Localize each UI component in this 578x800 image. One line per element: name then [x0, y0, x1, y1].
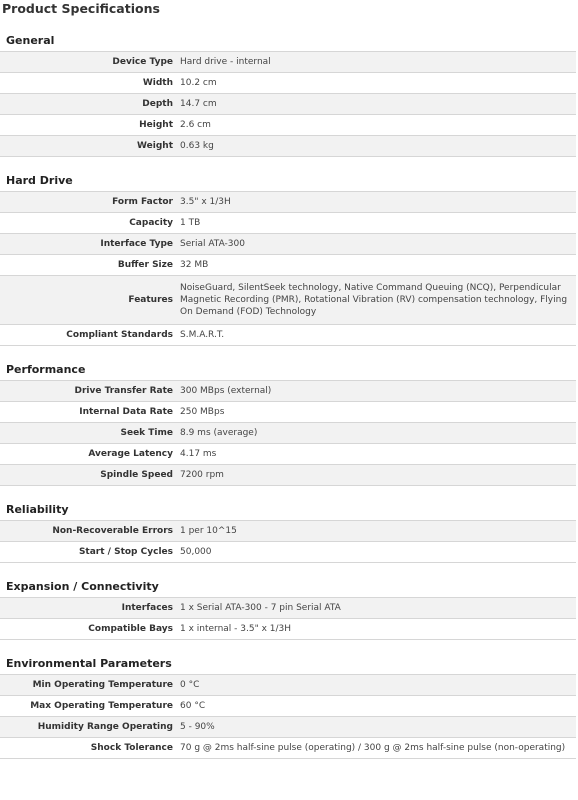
- spec-value: 60 °C: [178, 696, 576, 717]
- spec-row: [0, 402, 576, 423]
- section-expansion-connectivity: [0, 576, 578, 640]
- spec-value: 7200 rpm: [178, 465, 576, 486]
- spec-value: 1 per 10^15: [178, 521, 576, 542]
- spec-value: 4.17 ms: [178, 444, 576, 465]
- page-title: Product Specifications: [2, 1, 160, 16]
- spec-table: [0, 674, 576, 759]
- spec-label: Weight: [0, 136, 178, 157]
- spec-label: Compatible Bays: [0, 619, 178, 640]
- spec-value: 5 - 90%: [178, 717, 576, 738]
- spec-value: S.M.A.R.T.: [178, 325, 576, 346]
- spec-label: Internal Data Rate: [0, 402, 178, 423]
- spec-row: [0, 381, 576, 402]
- spec-row: [0, 542, 576, 563]
- spec-row: [0, 738, 576, 759]
- spec-row: [0, 696, 576, 717]
- spec-row: [0, 276, 576, 325]
- spec-value: 300 MBps (external): [178, 381, 576, 402]
- spec-row: [0, 717, 576, 738]
- spec-row: [0, 52, 576, 73]
- spec-value: 8.9 ms (average): [178, 423, 576, 444]
- spec-row: [0, 675, 576, 696]
- spec-label: Interfaces: [0, 598, 178, 619]
- spec-value: 0 °C: [178, 675, 576, 696]
- spec-value: Serial ATA-300: [178, 234, 576, 255]
- spec-label: Features: [0, 276, 178, 325]
- spec-row: [0, 521, 576, 542]
- spec-label: Capacity: [0, 213, 178, 234]
- spec-row: [0, 234, 576, 255]
- spec-row: [0, 423, 576, 444]
- spec-value: 0.63 kg: [178, 136, 576, 157]
- section-title: Reliability: [6, 503, 69, 516]
- spec-table: [0, 191, 576, 346]
- spec-label: Width: [0, 73, 178, 94]
- spec-value: 32 MB: [178, 255, 576, 276]
- spec-value: 1 x internal - 3.5" x 1/3H: [178, 619, 576, 640]
- spec-table: [0, 520, 576, 563]
- spec-label: Shock Tolerance: [0, 738, 178, 759]
- spec-row: [0, 255, 576, 276]
- spec-value: NoiseGuard, SilentSeek technology, Native Command Queuing (NCQ), Perpendicular Magnetic Recording (PMR), Rotational Vibration (RV) compensation technology, Flying On Demand (FOD) Technology: [178, 276, 576, 325]
- spec-label: Average Latency: [0, 444, 178, 465]
- spec-value: 3.5" x 1/3H: [178, 192, 576, 213]
- spec-value: 1 x Serial ATA-300 - 7 pin Serial ATA: [178, 598, 576, 619]
- spec-label: Interface Type: [0, 234, 178, 255]
- section-performance: [0, 359, 578, 486]
- spec-value: 10.2 cm: [178, 73, 576, 94]
- spec-row: [0, 192, 576, 213]
- spec-row: [0, 213, 576, 234]
- spec-row: [0, 619, 576, 640]
- spec-row: [0, 444, 576, 465]
- spec-label: Start / Stop Cycles: [0, 542, 178, 563]
- spec-value: 50,000: [178, 542, 576, 563]
- spec-value: 14.7 cm: [178, 94, 576, 115]
- spec-table: [0, 380, 576, 486]
- section-title: Hard Drive: [6, 174, 73, 187]
- spec-label: Spindle Speed: [0, 465, 178, 486]
- spec-value: 2.6 cm: [178, 115, 576, 136]
- spec-value: 1 TB: [178, 213, 576, 234]
- spec-label: Compliant Standards: [0, 325, 178, 346]
- spec-label: Buffer Size: [0, 255, 178, 276]
- spec-row: [0, 465, 576, 486]
- spec-table: [0, 597, 576, 640]
- spec-row: [0, 115, 576, 136]
- section-title: Performance: [6, 363, 86, 376]
- spec-value: 70 g @ 2ms half-sine pulse (operating) / 300 g @ 2ms half-sine pulse (non-operating): [178, 738, 576, 759]
- spec-row: [0, 598, 576, 619]
- spec-label: Depth: [0, 94, 178, 115]
- spec-label: Non-Recoverable Errors: [0, 521, 178, 542]
- spec-value: 250 MBps: [178, 402, 576, 423]
- spec-label: Device Type: [0, 52, 178, 73]
- spec-label: Humidity Range Operating: [0, 717, 178, 738]
- spec-row: [0, 73, 576, 94]
- spec-label: Height: [0, 115, 178, 136]
- spec-value: Hard drive - internal: [178, 52, 576, 73]
- spec-label: Form Factor: [0, 192, 178, 213]
- spec-label: Max Operating Temperature: [0, 696, 178, 717]
- section-reliability: [0, 499, 578, 563]
- spec-label: Seek Time: [0, 423, 178, 444]
- section-hard-drive: [0, 170, 578, 346]
- section-environmental-parameters: [0, 653, 578, 759]
- spec-row: [0, 94, 576, 115]
- spec-label: Drive Transfer Rate: [0, 381, 178, 402]
- section-general: [0, 30, 578, 157]
- section-title: Environmental Parameters: [6, 657, 172, 670]
- spec-label: Min Operating Temperature: [0, 675, 178, 696]
- spec-row: [0, 325, 576, 346]
- section-title: Expansion / Connectivity: [6, 580, 159, 593]
- section-title: General: [6, 34, 55, 47]
- spec-table: [0, 51, 576, 157]
- spec-row: [0, 136, 576, 157]
